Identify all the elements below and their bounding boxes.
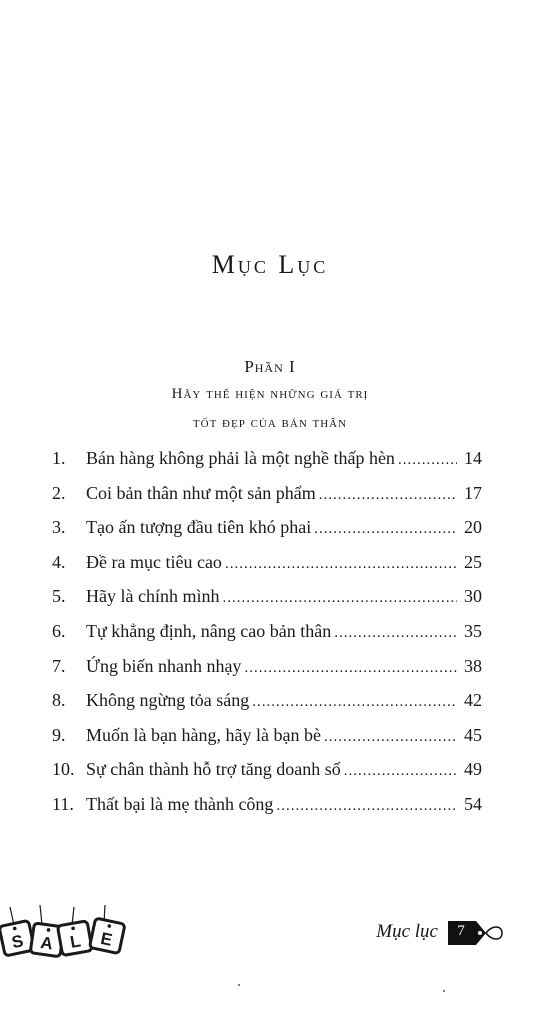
- toc-entry-page: 54: [464, 793, 482, 814]
- dot-leader: [222, 590, 457, 607]
- toc-entry-number: 5.: [52, 586, 66, 607]
- dot-leader: [276, 798, 457, 815]
- toc-entry-title: Muốn là bạn hàng, hãy là bạn bè: [86, 724, 321, 745]
- toc-entry-number: 6.: [52, 620, 66, 641]
- dot-leader: [319, 487, 457, 504]
- toc-entry-page: 49: [464, 759, 482, 780]
- toc-entry: [52, 448, 482, 483]
- dot-leader: [324, 729, 457, 746]
- toc-entry-page: 45: [464, 724, 482, 745]
- toc-entry-title: Bán hàng không phải là một nghề thấp hèn: [86, 448, 395, 468]
- toc-entry: [52, 656, 482, 691]
- toc-entry: [52, 552, 482, 587]
- toc-entry-title: Coi bản thân như một sản phẩm: [86, 482, 316, 503]
- toc-entry-page: 42: [464, 690, 482, 711]
- svg-text:E: E: [98, 928, 115, 950]
- toc-entry-title: Không ngừng tỏa sáng: [86, 690, 250, 711]
- toc-entry-page: 30: [464, 586, 482, 607]
- toc-entry-title: Hãy là chính mình: [86, 586, 220, 607]
- toc-entry-number: 10.: [52, 759, 75, 780]
- toc-entry-number: 4.: [52, 551, 66, 572]
- dot-leader: [334, 625, 457, 642]
- toc-entry: [52, 483, 482, 518]
- toc-entry: [52, 759, 482, 794]
- dot-leader: [252, 694, 457, 711]
- toc-entry-page: 20: [464, 517, 482, 538]
- dot-leader: [398, 452, 457, 469]
- toc-entry-number: 9.: [52, 724, 66, 745]
- toc-entry-page: 14: [464, 448, 482, 468]
- toc-entry-page: 38: [464, 655, 482, 676]
- page-title: Mục Lục: [211, 250, 329, 279]
- toc-entry-number: 8.: [52, 690, 66, 711]
- toc-entry: [52, 586, 482, 621]
- toc-entry: [52, 690, 482, 725]
- toc-entry: [52, 794, 482, 829]
- table-of-contents: [52, 448, 482, 829]
- toc-entry-number: 1.: [52, 448, 66, 468]
- svg-text:L: L: [68, 931, 83, 952]
- svg-text:S: S: [10, 931, 26, 953]
- part-subtitle-line-1: Hãy thể hiện những giá trị: [171, 386, 369, 402]
- part-subtitle-line-2: tốt đẹp của bản thân: [192, 415, 348, 431]
- running-footer-section: Mục lục: [376, 921, 438, 942]
- toc-entry-title: Tạo ấn tượng đầu tiên khó phai: [86, 517, 312, 538]
- toc-entry-title: Ứng biến nhanh nhạy: [86, 655, 242, 676]
- sale-tags-icon: [0, 905, 140, 965]
- toc-entry-number: 7.: [52, 655, 66, 676]
- toc-entry-page: 17: [464, 482, 482, 503]
- toc-entry-number: 11.: [52, 793, 74, 814]
- toc-entry: [52, 621, 482, 656]
- dot-leader: [225, 556, 457, 573]
- toc-entry: [52, 517, 482, 552]
- toc-entry-page: 25: [464, 551, 482, 572]
- part-label: Phần I: [244, 357, 296, 376]
- toc-entry-page: 35: [464, 620, 482, 641]
- svg-text:A: A: [39, 933, 55, 954]
- toc-entry-number: 2.: [52, 482, 66, 503]
- toc-entry: [52, 725, 482, 760]
- toc-entry-title: Đề ra mục tiêu cao: [86, 551, 222, 572]
- print-speck: [238, 984, 240, 986]
- toc-entry-number: 3.: [52, 517, 66, 538]
- print-speck: [443, 990, 445, 992]
- toc-entry-title: Thất bại là mẹ thành công: [86, 793, 274, 814]
- page-number: 7: [457, 923, 465, 939]
- dot-leader: [344, 763, 457, 780]
- toc-entry-title: Sự chân thành hỗ trợ tăng doanh số: [86, 759, 341, 780]
- dot-leader: [244, 660, 457, 677]
- dot-leader: [314, 521, 457, 538]
- toc-entry-title: Tự khẳng định, nâng cao bản thân: [86, 620, 332, 641]
